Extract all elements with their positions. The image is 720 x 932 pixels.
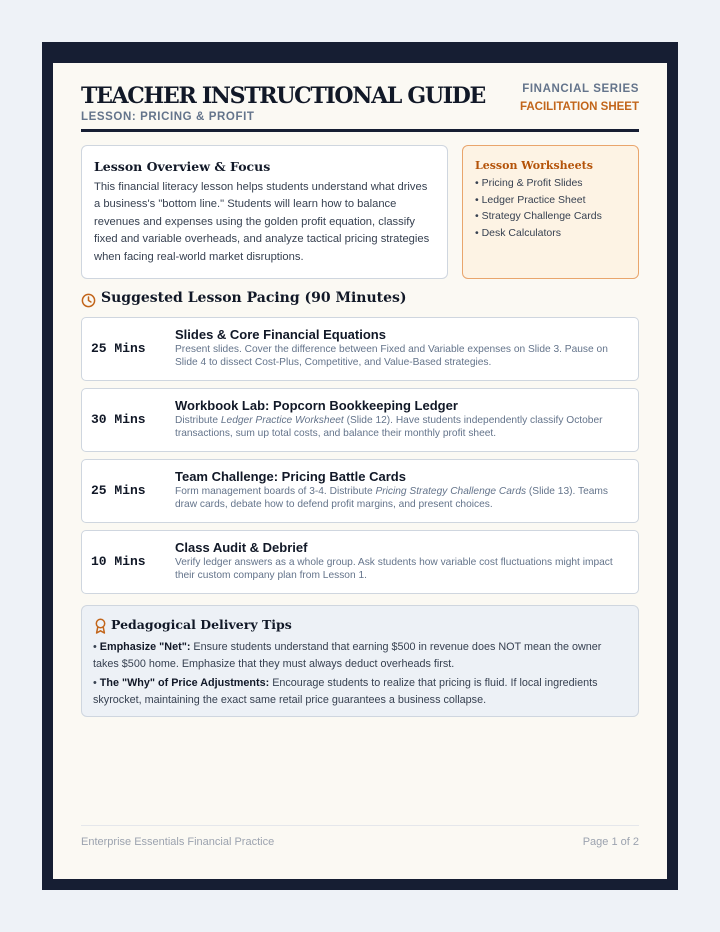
pacing-title: Suggested Lesson Pacing (90 Minutes) (101, 290, 407, 306)
worksheet-item: • Strategy Challenge Cards (475, 210, 602, 223)
pacing-row (81, 388, 639, 452)
pacing-time: 25 Mins (91, 483, 146, 498)
pacing-row-title: Class Audit & Debrief (175, 540, 308, 555)
award-icon (94, 618, 107, 634)
header-divider (81, 129, 639, 132)
footer-divider (81, 825, 639, 826)
overview-text: This financial literacy lesson helps students understand what drives a business's "bottom line." Students will learn how to balance revenues and expenses using the golden profit equation, classify fixed and variable overheads, and analyze tactical pricing strategies when facing real-world market disruptions. (94, 181, 430, 263)
pacing-row-description: Distribute Ledger Practice Worksheet (Slide 12). Have students independently classify October transactions, sum up total costs, and balance their monthly profit sheet. (175, 415, 603, 439)
pacing-row (81, 459, 639, 523)
pacing-row (81, 530, 639, 594)
worksheets-card (462, 145, 639, 279)
pacing-time: 25 Mins (91, 341, 146, 356)
page-title: TEACHER INSTRUCTIONAL GUIDE (81, 83, 485, 109)
worksheet-item: • Pricing & Profit Slides (475, 177, 583, 189)
footer-text: Enterprise Essentials Financial Practice (81, 836, 275, 848)
lesson-subtitle: LESSON: PRICING & PROFIT (81, 111, 255, 123)
tip-item: • The "Why" of Price Adjustments: Encourage students to realize that pricing is fluid. If local ingredients skyrocket, maintaining the exact same retail price guarantees a business collapse. (93, 677, 598, 706)
clock-icon (81, 293, 96, 308)
pacing-time: 30 Mins (91, 412, 146, 427)
pacing-time: 10 Mins (91, 554, 146, 569)
tips-title: Pedagogical Delivery Tips (111, 617, 292, 632)
worksheets-list (475, 175, 626, 241)
tips-card (81, 605, 639, 717)
worksheets-title: Lesson Worksheets (475, 159, 593, 172)
tip-item: • Emphasize "Net": Ensure students understand that earning $500 in revenue does NOT mean the owner takes $500 home. Emphasize that they must always deduct overheads first. (93, 641, 602, 670)
pacing-row-title: Workbook Lab: Popcorn Bookkeeping Ledger (175, 398, 458, 413)
pacing-row-title: Slides & Core Financial Equations (175, 327, 386, 342)
pacing-row-title: Team Challenge: Pricing Battle Cards (175, 469, 406, 484)
pacing-row (81, 317, 639, 381)
sheet-label: FACILITATION SHEET (519, 101, 639, 113)
pacing-row-description: Verify ledger answers as a whole group. Ask students how variable cost fluctuations might impact their custom company plan from Lesson 1. (175, 557, 613, 581)
page-number: Page 1 of 2 (582, 836, 639, 848)
overview-title: Lesson Overview & Focus (94, 159, 271, 174)
worksheet-item: • Desk Calculators (475, 226, 561, 239)
worksheet-item: • Ledger Practice Sheet (475, 193, 586, 206)
pacing-row-description: Form management boards of 3-4. Distribute Pricing Strategy Challenge Cards (Slide 13). Teams draw cards, debate how to defend profit margins, and present choices. (175, 486, 608, 510)
series-label: FINANCIAL SERIES (522, 83, 639, 95)
header (81, 83, 639, 133)
overview-card (81, 145, 448, 279)
pacing-row-description: Present slides. Cover the difference between Fixed and Variable expenses on Slide 3. Pause on Slide 4 to dissect Cost-Plus, Competitive, and Value-Based strategies. (175, 344, 608, 368)
document-page (53, 63, 667, 879)
